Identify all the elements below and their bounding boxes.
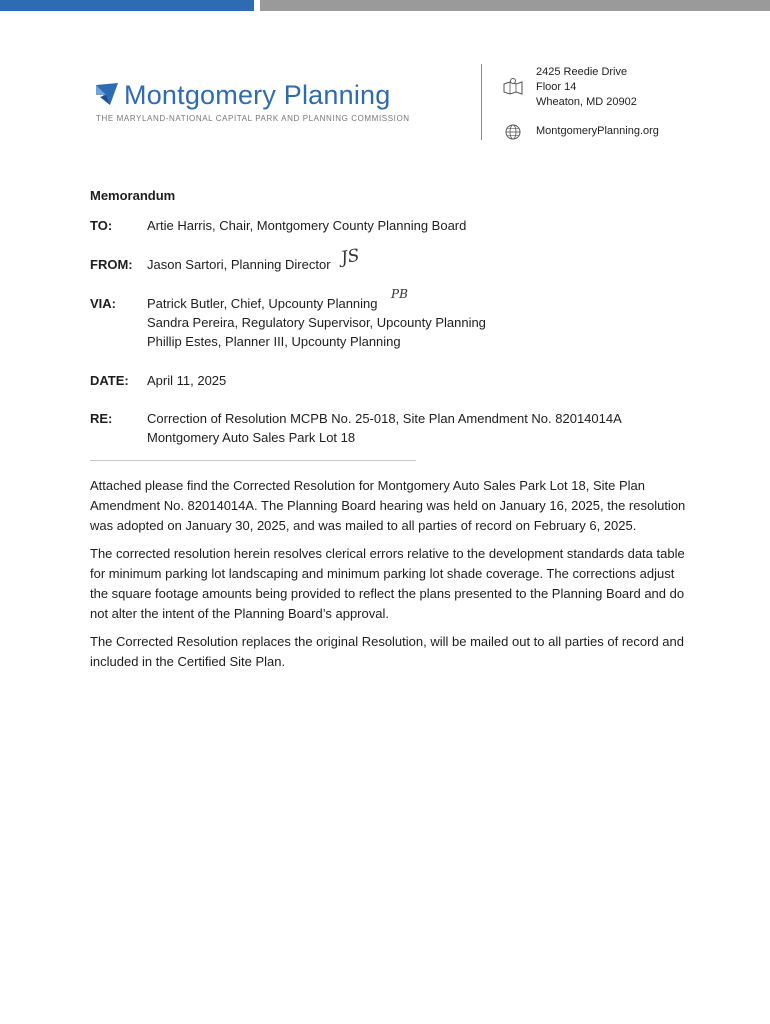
to-value: Artie Harris, Chair, Montgomery County Planning Board: [147, 218, 467, 233]
re-line-2: Montgomery Auto Sales Park Lot 18: [147, 430, 356, 445]
chief-initials-signature: PB: [391, 287, 408, 301]
office-address: [536, 65, 637, 110]
date-value: April 11, 2025: [147, 373, 227, 388]
logo-name: Montgomery Planning: [124, 80, 391, 110]
website-link[interactable]: MontgomeryPlanning.org: [536, 125, 659, 137]
director-initials-signature: JS: [339, 245, 362, 269]
header-accent-bar-blue: [0, 0, 254, 11]
via-line-3: Phillip Estes, Planner III, Upcounty Planning: [147, 334, 401, 349]
map-location-icon: [503, 77, 523, 95]
address-line-3: Wheaton, MD 20902: [536, 96, 637, 108]
date-label: DATE:: [90, 373, 129, 388]
logo-subtitle: THE MARYLAND-NATIONAL CAPITAL PARK AND PLANNING COMMISSION: [96, 114, 410, 123]
re-label: RE:: [90, 411, 113, 426]
from-label: FROM:: [90, 257, 133, 272]
via-label: VIA:: [90, 296, 116, 311]
body-paragraph-2: The corrected resolution herein resolves clerical errors relative to the development standards data table for minimum parking lot landscaping and minimum parking lot shade coverage. The corrections adjust the square footage amounts being provided to reflect the plans presented to the Planning Board and do not alter the intent of the Planning Board’s approval.: [90, 546, 685, 621]
header-divider: [481, 64, 482, 140]
logo-mark-icon: [96, 83, 118, 105]
body-paragraph-1: Attached please find the Corrected Resolution for Montgomery Auto Sales Park Lot 18, Site Plan Amendment No. 82014014A. The Planning Board hearing was held on January 16, 2025, the resolution was adopted on January 30, 2025, and was mailed to all parties of record on February 6, 2025.: [90, 478, 686, 533]
header-accent-bar-gray: [260, 0, 770, 11]
from-value: Jason Sartori, Planning Director: [147, 257, 331, 272]
section-divider: [90, 460, 416, 461]
re-line-1: Correction of Resolution MCPB No. 25-018, Site Plan Amendment No. 82014014A: [147, 411, 622, 426]
globe-icon: [505, 124, 521, 140]
memo-title: Memorandum: [90, 188, 176, 203]
address-line-1: 2425 Reedie Drive: [536, 66, 628, 78]
to-label: TO:: [90, 218, 113, 233]
via-line-2: Sandra Pereira, Regulatory Supervisor, Upcounty Planning: [147, 315, 486, 330]
body-paragraph-3: The Corrected Resolution replaces the original Resolution, will be mailed out to all parties of record and included in the Certified Site Plan.: [90, 634, 684, 669]
via-line-1: Patrick Butler, Chief, Upcounty Planning: [147, 296, 378, 311]
address-line-2: Floor 14: [536, 81, 577, 93]
